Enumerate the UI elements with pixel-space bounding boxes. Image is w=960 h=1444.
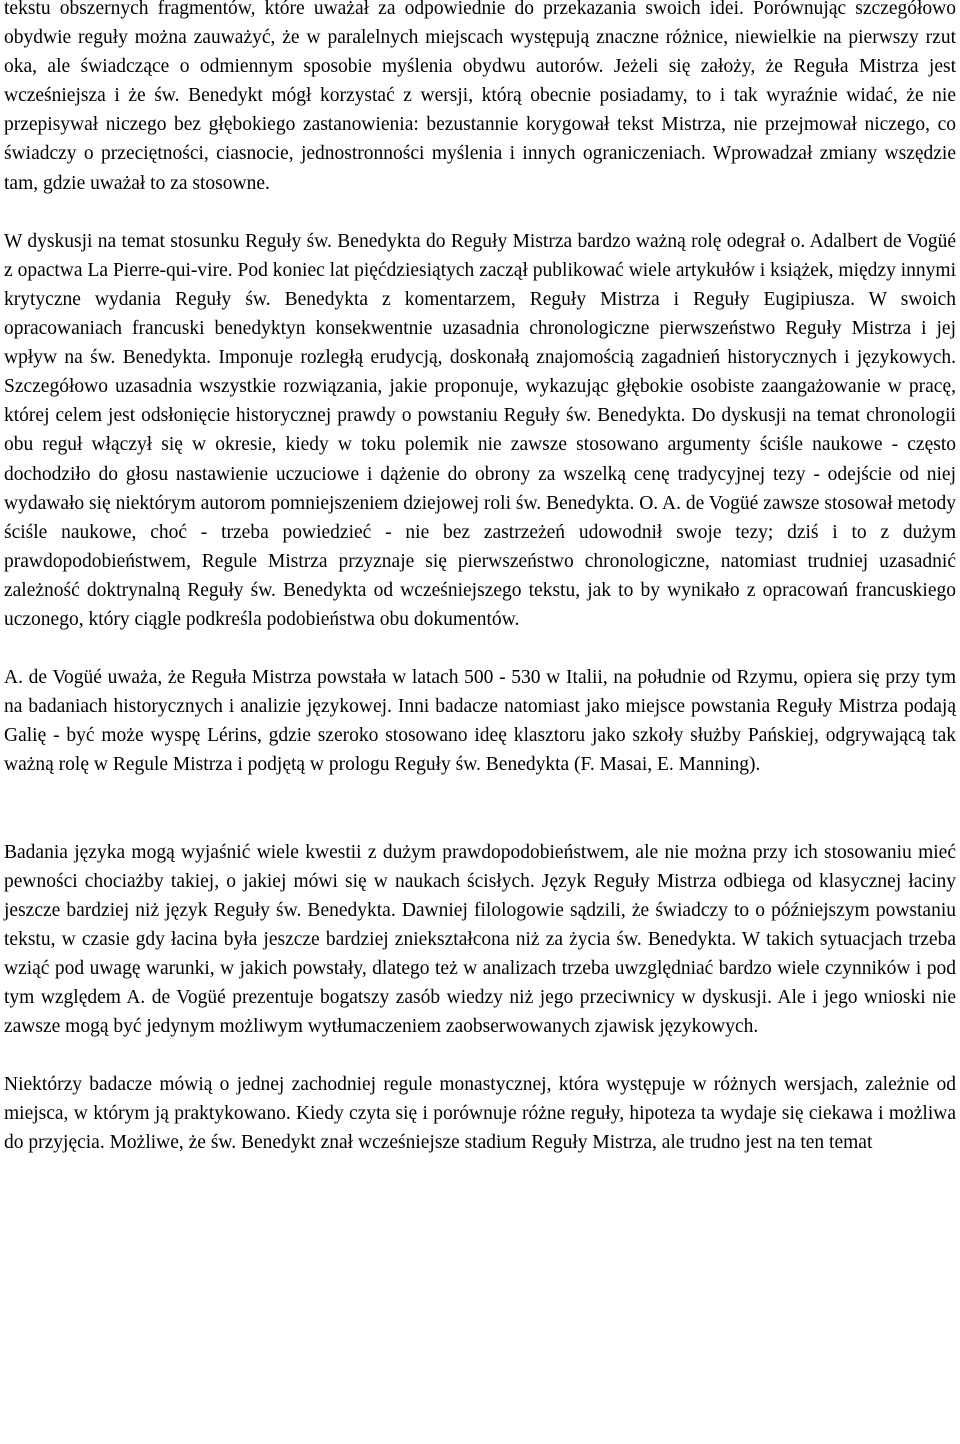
paragraph-language-research: Badania języka mogą wyjaśnić wiele kwestii z dużym prawdopodobieństwem, ale nie można przy ich stosowaniu mieć pewności chociażby takiej, o jakiej mówi się w naukach ścisłych. Język Reguły Mistrza odbiega od klasycznej łaciny jeszcze bardziej niż język Reguły św. Benedykta. Dawniej filologowie sądzili, że świadczy to o późniejszym powstaniu tekstu, w czasie gdy łacina była jeszcze bardziej zniekształcona niż za życia św. Benedykta. W takich sytuacjach trzeba wziąć pod uwagę warunki, w jakich powstały, dlatego też w analizach trzeba uwzględniać bardzo wiele czynników i pod tym względem A. de Vogüé prezentuje bogatszy zasób wiedzy niż jego przeciwnicy w dyskusji. Ale i jego wnioski nie zawsze mogą być jedynym możliwym wytłumaczeniem zaobserwowanych zjawisk językowych. [4,841,956,1038]
paragraph-spacer [4,780,956,838]
paragraph-spacer [4,634,956,663]
paragraph-single-rule-hypothesis: Niektórzy badacze mówią o jednej zachodniej regule monastycznej, która występuje w różnych wersjach, zależnie od miejsca, w którym ją praktykowano. Kiedy czyta się i porównuje różne reguły, hipoteza ta wydaje się ciekawa i możliwa do przyjęcia. Możliwe, że św. Benedykt znał wcześniejsze stadium Reguły Mistrza, ale trudno jest na ten temat [4,1074,956,1154]
document-page [4,0,956,1158]
paragraph-spacer [4,198,956,227]
paragraph-origin-place: A. de Vogüé uważa, że Reguła Mistrza powstała w latach 500 - 530 w Italii, na południe od Rzymu, opiera się przy tym na badaniach historycznych i analizie językowej. Inni badacze natomiast jako miejsce powstania Reguły Mistrza podają Galię - być może wyspę Lérins, gdzie szeroko stosowano ideę klasztoru jako szkoły służby Pańskiej, odgrywającą tak ważną rolę w Regule Mistrza i podjętą w prologu Reguły św. Benedykta (F. Masai, E. Manning). [4,667,956,776]
paragraph-rule-comparison: tekstu obszernych fragmentów, które uważał za odpowiednie do przekazania swoich idei. Porównując szczegółowo obydwie reguły można zauważyć, że w paralelnych miejscach występują znaczne różnice, niewielkie na pierwszy rzut oka, ale świadczące o odmiennym sposobie myślenia obydwu autorów. Jeżeli się założy, że Reguła Mistrza jest wcześniejsza i że św. Benedykt mógł korzystać z wersji, którą obecnie posiadamy, to i tak wyraźnie widać, że nie przepisywał niczego bez głębokiego zastanowienia: bezustannie korygował tekst Mistrza, nie przejmował niczego, co świadczy o przeciętności, ciasnocie, jednostronności myślenia i innych ograniczeniach. Wprowadzał zmiany wszędzie tam, gdzie uważał to za stosowne. [4,0,956,194]
paragraph-de-vogue-discussion: W dyskusji na temat stosunku Reguły św. Benedykta do Reguły Mistrza bardzo ważną rolę odegrał o. Adalbert de Vogüé z opactwa La Pierre-qui-vire. Pod koniec lat pięćdziesiątych zaczął publikować wiele artykułów i książek, między innymi krytyczne wydania Reguły św. Benedykta z komentarzem, Reguły Mistrza i Reguły Eugipiusza. W swoich opracowaniach francuski benedyktyn konsekwentnie uzasadnia chronologiczne pierwszeństwo Reguły Mistrza i jej wpływ na św. Benedykta. Imponuje rozległą erudycją, doskonałą znajomością zagadnień historycznych i językowych. Szczegółowo uzasadnia wszystkie rozwiązania, jakie proponuje, wykazując głębokie osobiste zaangażowanie w pracę, której celem jest odsłonięcie historycznej prawdy o powstaniu Reguły św. Benedykta. Do dyskusji na temat chronologii obu reguł włączył się w okresie, kiedy w toku polemik nie zawsze stosowano argumenty ściśle naukowe - często dochodziło do głosu nastawienie uczuciowe i dążenie do obrony za wszelką cenę tradycyjnej tezy - odejście od niej wydawało się niektórym autorom pomniejszeniem dziejowej roli św. Benedykta. O. A. de Vogüé zawsze stosował metody ściśle naukowe, choć - trzeba powiedzieć - nie bez zastrzeżeń udowodnił swoje tezy; dziś i to z dużym prawdopodobieństwem, Regule Mistrza przyznaje się pierwszeństwo chronologiczne, natomiast trudniej uzasadnić zależność doktrynalną Reguły św. Benedykta od wcześniejszego tekstu, jak to by wynikało z opracowań francuskiego uczonego, który ciągle podkreśla podobieństwa obu dokumentów. [4,230,956,630]
paragraph-spacer [4,1041,956,1070]
